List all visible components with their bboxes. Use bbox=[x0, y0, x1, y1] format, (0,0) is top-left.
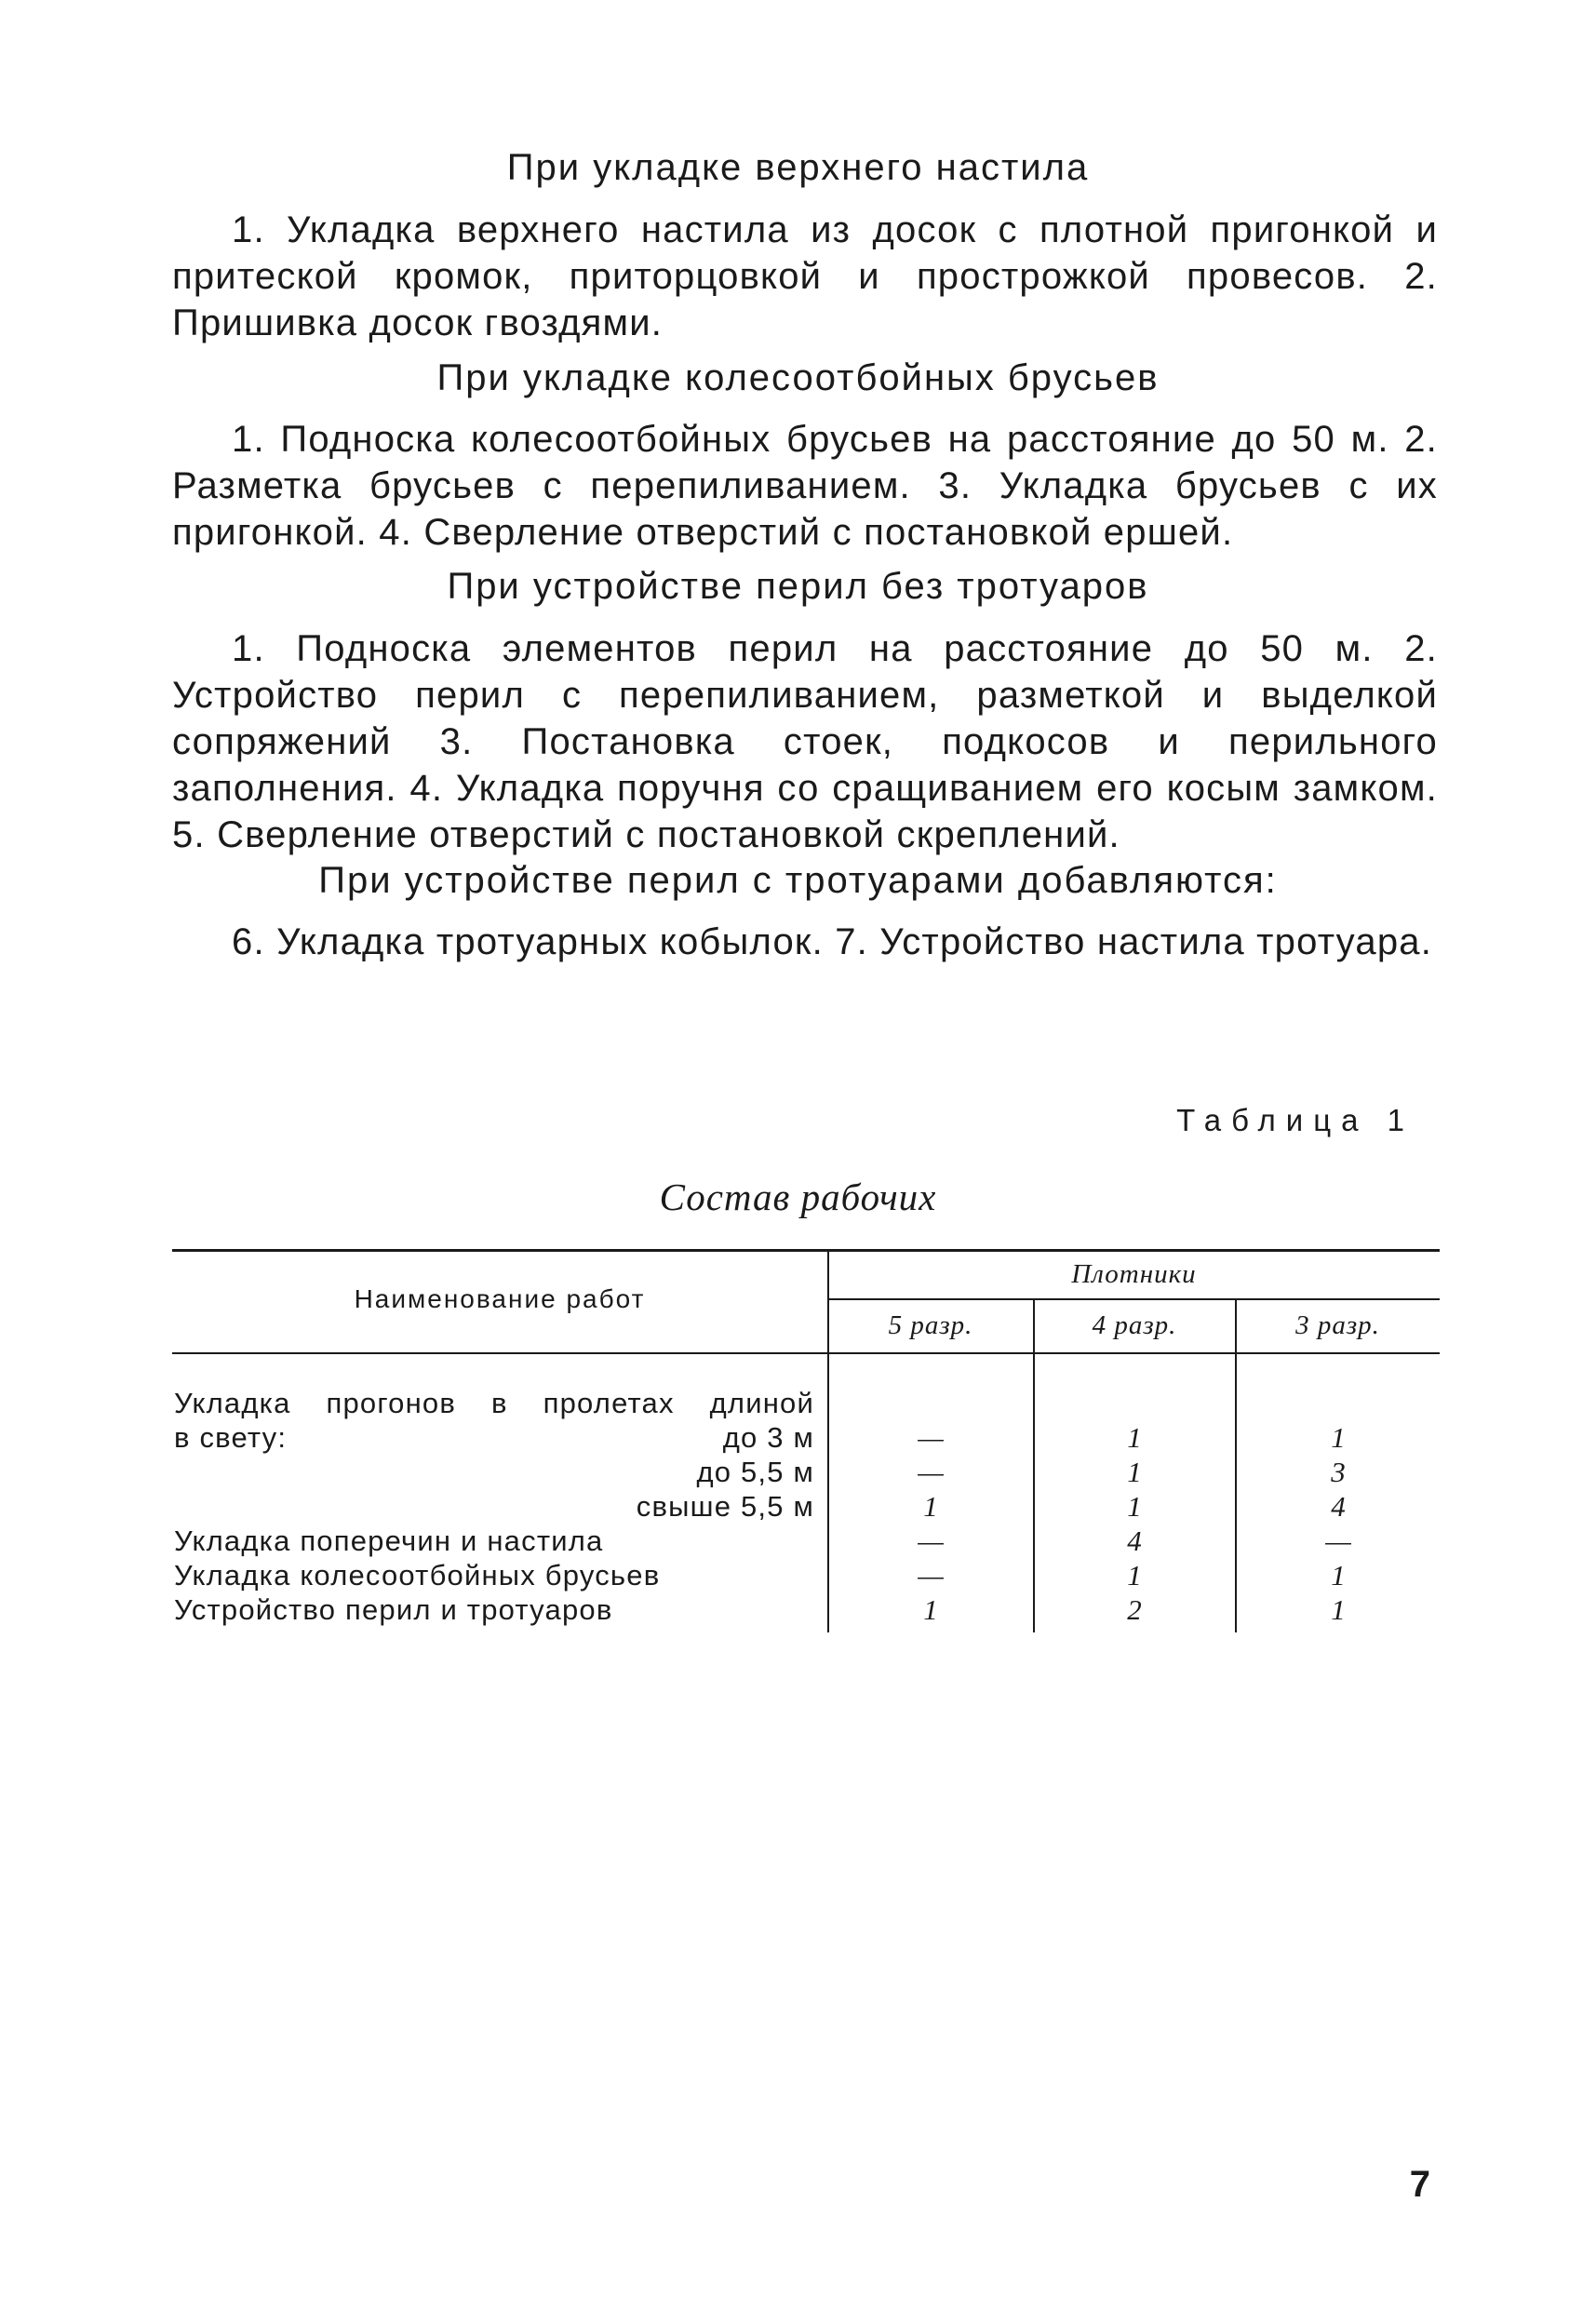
table-row-name: Укладка прогонов в пролетах длиной bbox=[174, 1387, 814, 1419]
table-header-work-name: Наименование работ bbox=[354, 1284, 646, 1313]
table-cell: — bbox=[918, 1456, 944, 1488]
table-cell: 1 bbox=[1127, 1421, 1142, 1454]
section-heading-wheel-guard-beams: При укладке колесоотбойных брусьев bbox=[436, 357, 1160, 398]
table-cell: 2 bbox=[1127, 1593, 1142, 1626]
table-row-subname: до 5,5 м bbox=[696, 1456, 814, 1488]
table-col-divider-2 bbox=[1033, 1299, 1035, 1632]
section-text-railing-with-sidewalk: 6. Укладка тротуарных кобылок. 7. Устройство настила тротуара. bbox=[232, 921, 1433, 962]
section-text-railing-no-sidewalk: 1. Подноска элементов перил на расстояние до 50 м. 2. Устройство перил с перепиливанием, разметкой и выделкой сопряжений 3. Постановка стоек, подкосов и перильного заполнения. 4. Укладка поручня со сращиванием его косым замком. 5. Сверление отверстий с постановкой скреплений. bbox=[172, 628, 1438, 855]
table-row-name: Укладка колесоотбойных брусьев bbox=[174, 1559, 661, 1591]
table-row-name: Устройство перил и тротуаров bbox=[174, 1593, 613, 1626]
table-cell: 4 bbox=[1127, 1524, 1142, 1557]
table-row-subname: свыше 5,5 м bbox=[636, 1490, 814, 1523]
table-header-grade-3: 3 разр. bbox=[1295, 1310, 1380, 1340]
section-heading-top-deck: При укладке верхнего настила bbox=[506, 147, 1090, 188]
table-header-grade-5: 5 разр. bbox=[888, 1310, 973, 1340]
table-cell: 1 bbox=[1331, 1559, 1346, 1591]
table-cell: — bbox=[918, 1524, 944, 1557]
table-group-rule bbox=[828, 1298, 1440, 1300]
table-col-divider-3 bbox=[1235, 1299, 1237, 1632]
table-header-grade-4: 4 разр. bbox=[1092, 1310, 1177, 1340]
table-cell: 1 bbox=[923, 1593, 938, 1626]
table-col-divider-1 bbox=[827, 1249, 829, 1632]
table-title: Состав рабочих bbox=[659, 1175, 937, 1218]
table-header-bottom-rule bbox=[172, 1352, 1440, 1354]
table-cell: 3 bbox=[1331, 1456, 1346, 1488]
table-top-rule bbox=[172, 1249, 1440, 1252]
section-text-top-deck: 1. Укладка верхнего настила из досок с плотной пригонкой и притеской кромок, приторцовкой и прострожкой провесов. 2. Пришивка досок гвоздями. bbox=[172, 209, 1438, 343]
table-cell: 1 bbox=[1127, 1490, 1142, 1523]
section-heading-railing-with-sidewalk: При устройстве перил с тротуарами добавляются: bbox=[318, 860, 1278, 901]
table-row-subname: до 3 м bbox=[722, 1421, 814, 1454]
table-cell: 1 bbox=[1331, 1593, 1346, 1626]
table-label: Таблица 1 bbox=[1176, 1103, 1415, 1137]
table-cell: 1 bbox=[1331, 1421, 1346, 1454]
table-header-carpenters: Плотники bbox=[1071, 1259, 1197, 1289]
table-cell: 1 bbox=[923, 1490, 938, 1523]
table-row-name: Укладка поперечин и настила bbox=[174, 1524, 604, 1557]
table-cell: 1 bbox=[1127, 1456, 1142, 1488]
page-number: 7 bbox=[1409, 2164, 1430, 2205]
table-cell: 4 bbox=[1331, 1490, 1346, 1523]
section-text-wheel-guard-beams: 1. Подноска колесоотбойных брусьев на расстояние до 50 м. 2. Разметка брусьев с перепиливанием. 3. Укладка брусьев с их пригонкой. 4. Сверление отверстий с постановкой ершей. bbox=[172, 419, 1438, 553]
section-heading-railing-no-sidewalk: При устройстве перил без тротуаров bbox=[447, 566, 1149, 607]
table-cell: — bbox=[1325, 1524, 1351, 1557]
table-cell: — bbox=[918, 1559, 944, 1591]
table-cell: — bbox=[918, 1421, 944, 1454]
table-row-name: в свету: bbox=[174, 1421, 288, 1454]
table-cell: 1 bbox=[1127, 1559, 1142, 1591]
